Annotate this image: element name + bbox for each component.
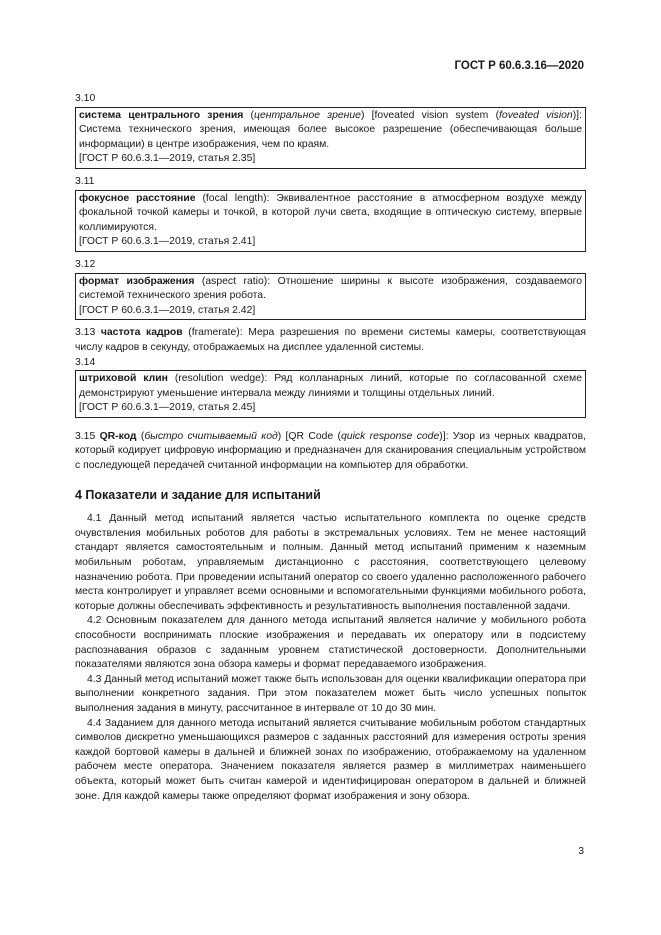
- section-paragraph: 4.3 Данный метод испытаний может также быть использован для оценки квалификации оператора при выполнении конкретного задания. При этом показателем может быть число успешных попыток выполнения задания в минуту, рассчитанное в интервале от 10 до 30 мин.: [75, 673, 586, 714]
- term-synonym: центральное зрение: [254, 109, 361, 121]
- section-paragraph: 4.4 Заданием для данного метода испытаний является считывание мобильным роботом стандартных символов дискретно уменьшающихся размеров с заданных расстояний для измерения остроты зрения каждой бортовой камеры в дальней и ближней зонах по изображению, отображаемому на удаленном рабочем месте оператора. Значением показателя является размер в миллиметрах наименьшего объекта, который может быть считан камерой и идентифицирован оператором в дальней и ближней зоне. Для каждой камеры также определяют формат изображения и зону обзора.: [75, 717, 586, 802]
- page-number: 3: [578, 846, 584, 857]
- term-english: foveated vision: [499, 109, 573, 121]
- entry-number: 3.15: [75, 430, 96, 442]
- term-synonym: быстро считываемый код: [144, 430, 278, 442]
- term-name: штриховой клин: [79, 373, 168, 385]
- section-paragraph: 4.1 Данный метод испытаний является частью испытательного комплекта по оценке средств очувствления мобильных роботов для работы в экстремальных условиях. Тем не менее настоящий стандарт является самостоятельным и полным. Данный метод испытаний применим к наземным мобильным роботам, управляемым дистанционно с расстояния, соответствующего целевому назначению робота. При проведении испытаний оператор со своего удаленно расположенного рабочего места контролирует и управляет всеми основными и вспомогательными функциями мобильного робота, которые должны обеспечивать эффективность и результативность выполнения поставленной задачи.: [75, 513, 586, 612]
- term-box: [75, 273, 586, 321]
- term-english: quick response code: [341, 430, 440, 442]
- term-name: частота кадров: [100, 327, 183, 339]
- term-text: (aspect ratio): Отношение ширины к высоте изображения, создаваемого системой технического зрения робота.: [79, 275, 582, 302]
- term-name: фокусное расстояние: [79, 192, 196, 204]
- section-paragraph: 4.2 Основным показателем для данного метода испытаний является наличие у мобильного робота способности воспринимать плоские изображения и передавать их оператору или в подсистему распознавания образов с заданным уровнем статистической достоверности. Дополнительными показателями являются зона обзора камеры и формат передаваемого изображения.: [75, 615, 586, 671]
- entry-number: 3.13: [75, 327, 96, 339]
- term-text: (resolution wedge): Ряд колланарных линий, которые по согласованной схеме демонстрируют уменьшение интервала между линиями и толщины отдельных линий.: [79, 373, 582, 399]
- entry-number: 3.11: [75, 175, 95, 187]
- term-text: )]:: [572, 109, 582, 121]
- term-source: [ГОСТ Р 60.6.3.1—2019, статья 2.45]: [79, 402, 256, 414]
- term-name: формат изображения: [79, 275, 195, 287]
- term-line: [79, 372, 582, 401]
- term-text: ) [foveated vision system (: [360, 109, 500, 121]
- term-box: [75, 370, 586, 418]
- term-source: [ГОСТ Р 60.6.3.1—2019, статья 2.41]: [79, 236, 256, 248]
- term-source: [ГОСТ Р 60.6.3.1—2019, статья 2.42]: [79, 304, 256, 316]
- term-box: [75, 190, 586, 252]
- term-inline: [75, 430, 586, 474]
- page-content: [75, 92, 586, 804]
- term-text: (focal length): Эквивалентное расстояние в атмосферном воздухе между фокальной точкой камеры и точкой, в которой лучи света, входящие в оптическую систему, впервые коллимируются.: [79, 192, 582, 233]
- term-definition: Система технического зрения, имеющая более высокое разрешение (обеспечивающая больше информации) в центре изображения, чем по краям.: [79, 124, 582, 150]
- term-line: [79, 275, 582, 304]
- term-name: система центрального зрения: [79, 109, 244, 121]
- term-text: (framerate): Мера разрешения по времени системы камеры, соответствующая числу кадров в секунду, отображаемых на дисплее удаленной системы.: [75, 327, 587, 353]
- term-inline: [75, 326, 586, 355]
- document-header-id: ГОСТ Р 60.6.3.16—2020: [454, 60, 584, 72]
- term-text: ) [QR Code (: [277, 430, 342, 442]
- term-text: )]: Узор из черных квадратов, который кодирует цифровую информацию и предназначен для сканирования специальным устройством с последующей передачей считанной информации на компьютер для обработки.: [75, 430, 586, 472]
- term-name: QR-код: [99, 430, 137, 442]
- term-text: (: [136, 430, 145, 442]
- term-box: [75, 107, 586, 169]
- term-line: [79, 192, 582, 236]
- entry-number: 3.12: [75, 258, 96, 270]
- term-source: [ГОСТ Р 60.6.3.1—2019, статья 2.35]: [79, 153, 256, 165]
- entry-number: 3.10: [75, 93, 96, 104]
- term-line: [79, 109, 582, 153]
- entry-number: 3.14: [75, 356, 96, 368]
- section-heading: 4 Показатели и задание для испытаний: [75, 487, 321, 502]
- term-text: (: [243, 109, 255, 121]
